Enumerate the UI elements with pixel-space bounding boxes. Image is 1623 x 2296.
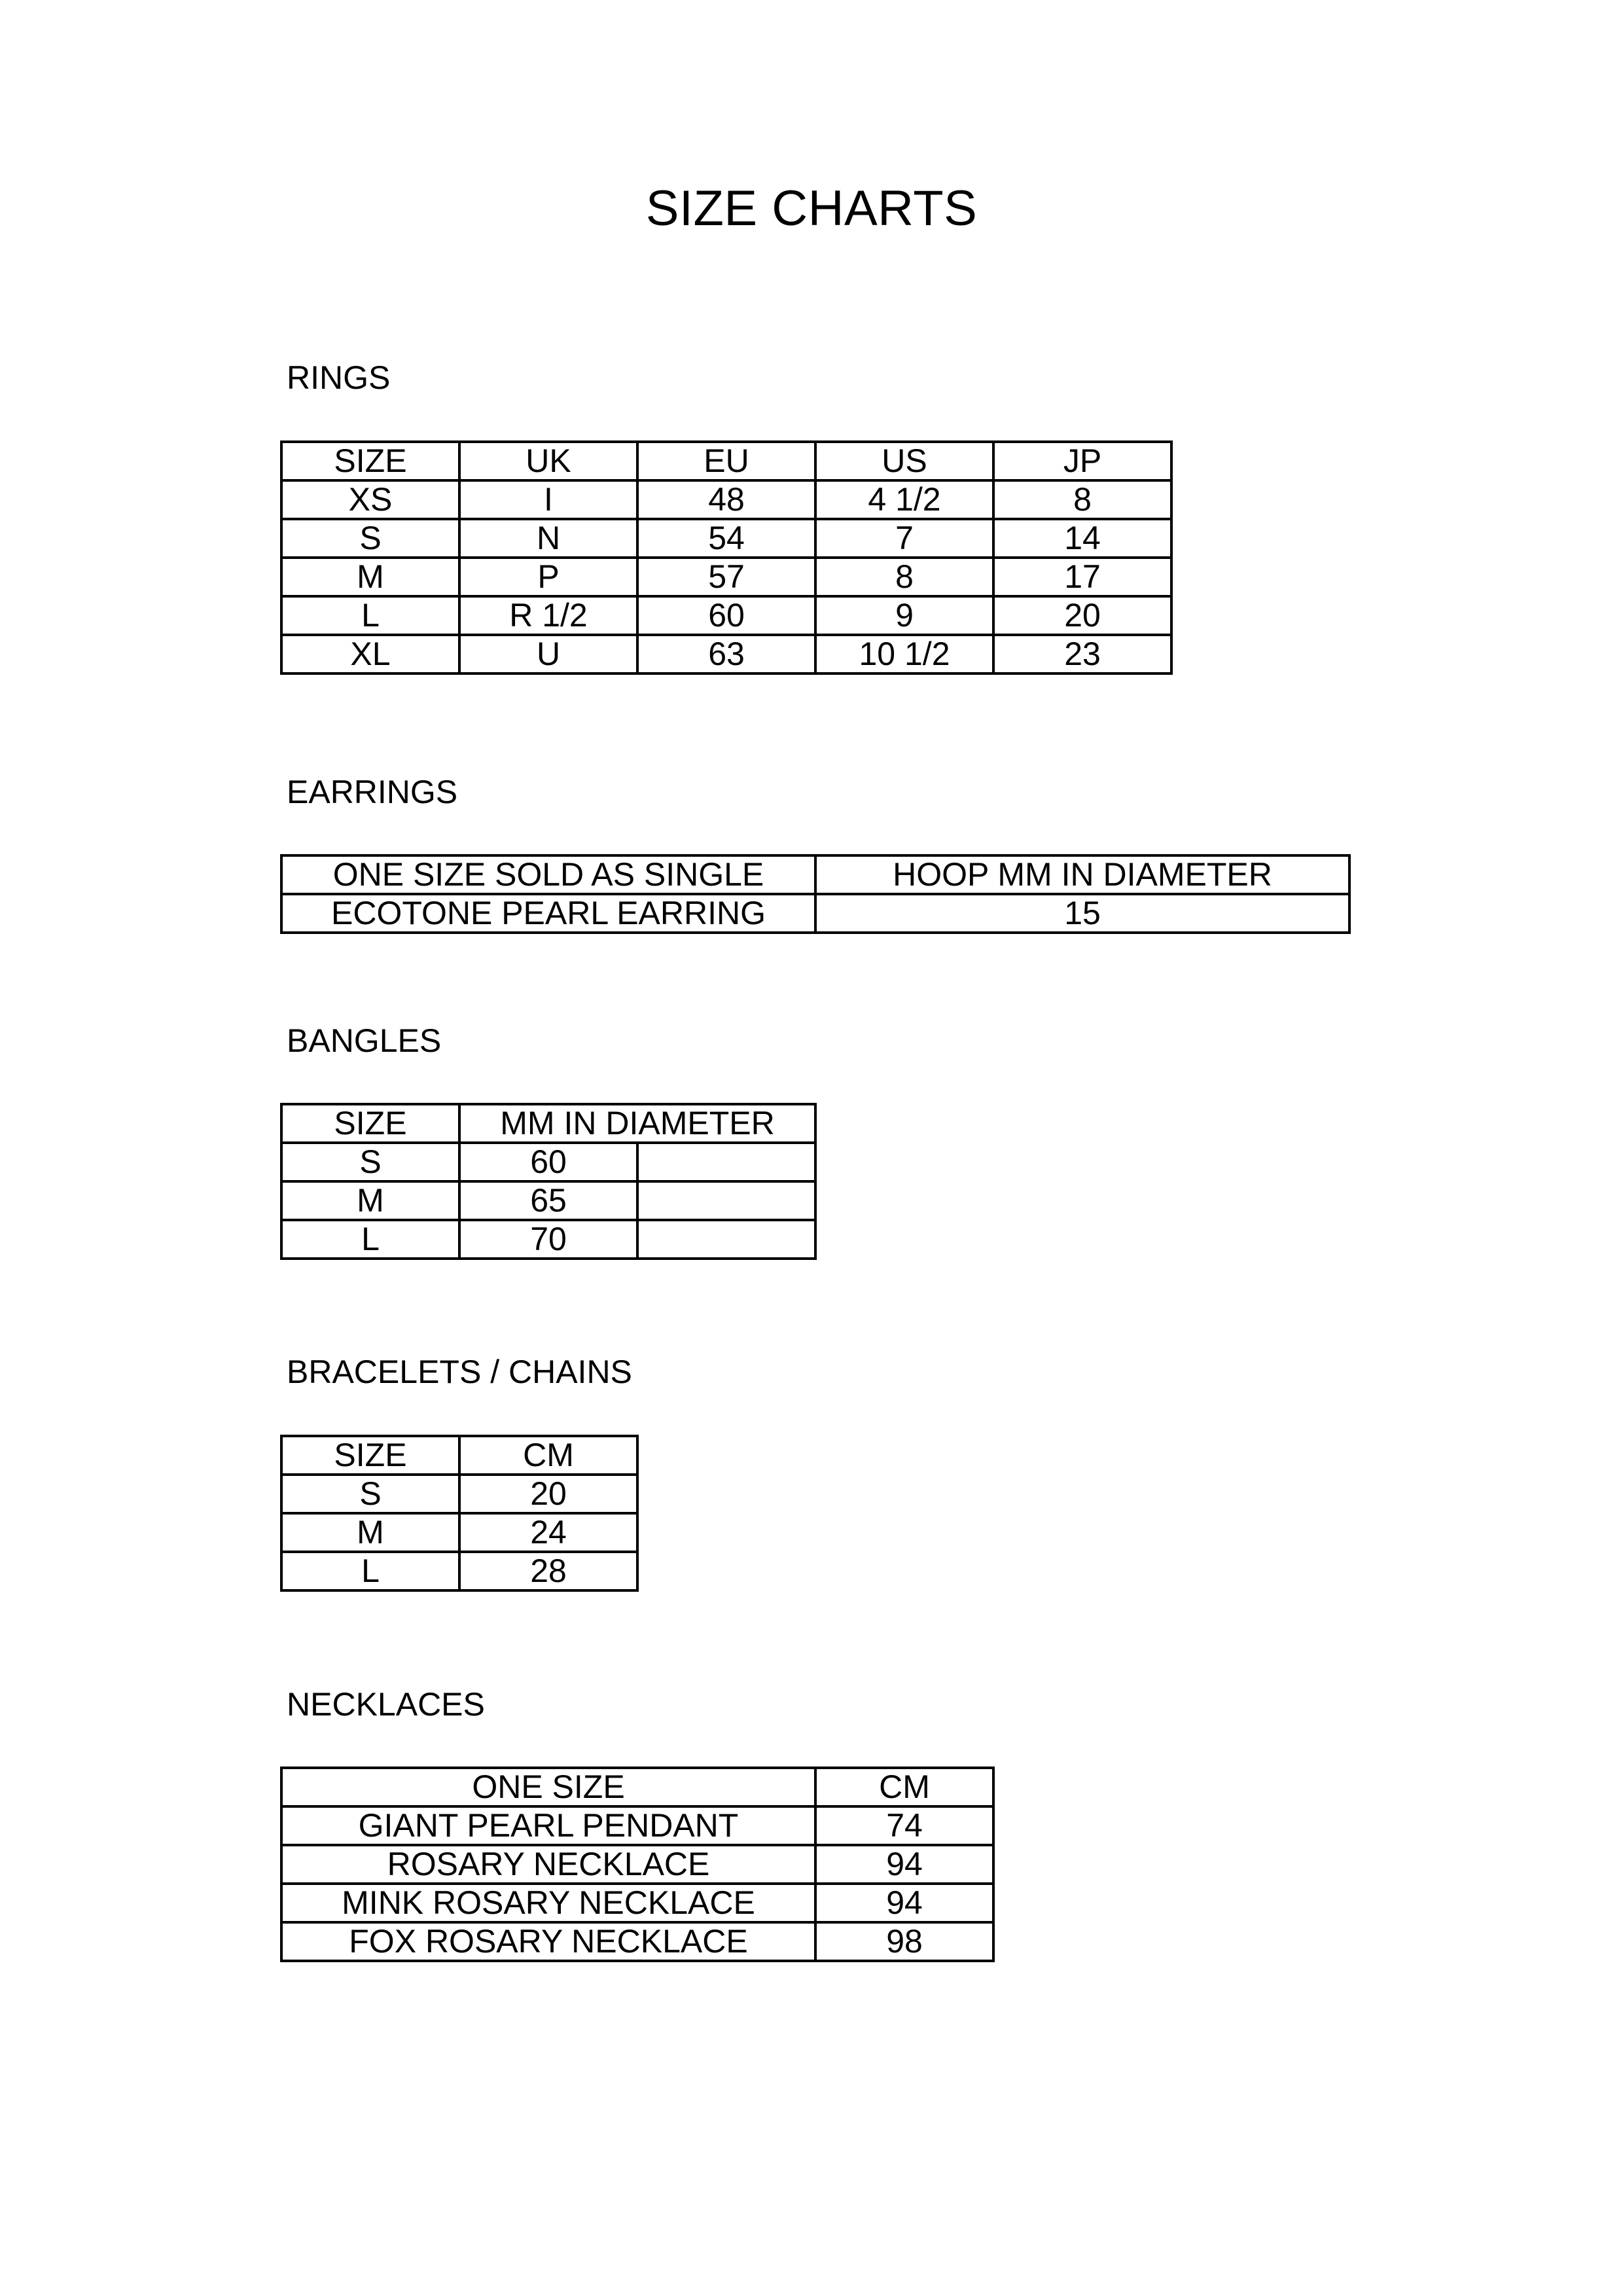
table-cell: 20 — [459, 1475, 637, 1513]
table-cell: FOX ROSARY NECKLACE — [281, 1922, 815, 1961]
table-row — [281, 635, 1171, 673]
rings-size-table — [280, 440, 1173, 675]
table-row — [281, 1220, 815, 1259]
table-cell: S — [281, 1143, 459, 1181]
table-cell: 9 — [815, 596, 993, 635]
table-cell: 20 — [993, 596, 1171, 635]
table-cell: 48 — [637, 480, 815, 519]
header-cell: HOOP MM IN DIAMETER — [815, 855, 1349, 894]
table-cell: R 1/2 — [459, 596, 637, 635]
table-row — [281, 1181, 815, 1220]
header-cell: US — [815, 442, 993, 480]
table-cell: L — [281, 596, 459, 635]
header-cell: SIZE — [281, 1436, 459, 1475]
table-header-row — [281, 1436, 637, 1475]
table-header-row — [281, 442, 1171, 480]
table-header-row — [281, 1104, 815, 1143]
table-cell: 94 — [815, 1845, 993, 1884]
table-cell: ROSARY NECKLACE — [281, 1845, 815, 1884]
header-cell: MM IN DIAMETER — [459, 1104, 815, 1143]
table-cell: M — [281, 1513, 459, 1552]
table-cell: XL — [281, 635, 459, 673]
table-row — [281, 1922, 993, 1961]
table-cell: 94 — [815, 1884, 993, 1922]
table-cell: N — [459, 519, 637, 558]
table-cell: 17 — [993, 558, 1171, 596]
table-row — [281, 1552, 637, 1590]
bracelets-section-label: BRACELETS / CHAINS — [287, 1354, 632, 1390]
table-cell: 57 — [637, 558, 815, 596]
header-cell: JP — [993, 442, 1171, 480]
table-row — [281, 558, 1171, 596]
table-row — [281, 1475, 637, 1513]
header-cell: UK — [459, 442, 637, 480]
table-cell: 60 — [459, 1143, 637, 1181]
empty-cell — [637, 1220, 815, 1259]
table-cell: M — [281, 558, 459, 596]
table-cell: 70 — [459, 1220, 637, 1259]
table-cell: 28 — [459, 1552, 637, 1590]
table-header-row — [281, 1768, 993, 1806]
header-cell: CM — [459, 1436, 637, 1475]
table-row — [281, 596, 1171, 635]
table-row — [281, 1513, 637, 1552]
table-cell: 98 — [815, 1922, 993, 1961]
table-row — [281, 1143, 815, 1181]
table-cell: U — [459, 635, 637, 673]
earrings-section-label: EARRINGS — [287, 774, 458, 810]
rings-section-label: RINGS — [287, 359, 391, 396]
table-cell: 63 — [637, 635, 815, 673]
table-cell: P — [459, 558, 637, 596]
table-cell: L — [281, 1220, 459, 1259]
necklaces-section-label: NECKLACES — [287, 1686, 485, 1723]
header-cell: EU — [637, 442, 815, 480]
table-row — [281, 519, 1171, 558]
table-cell: 15 — [815, 894, 1349, 933]
table-row — [281, 1806, 993, 1845]
table-cell: L — [281, 1552, 459, 1590]
table-header-row — [281, 855, 1349, 894]
table-cell: 8 — [993, 480, 1171, 519]
table-cell: I — [459, 480, 637, 519]
bangles-size-table — [280, 1103, 817, 1260]
table-cell: 10 1/2 — [815, 635, 993, 673]
header-cell: SIZE — [281, 1104, 459, 1143]
table-cell: S — [281, 519, 459, 558]
table-cell: M — [281, 1181, 459, 1220]
table-cell: 8 — [815, 558, 993, 596]
empty-cell — [637, 1181, 815, 1220]
table-cell: 60 — [637, 596, 815, 635]
page-title: SIZE CHARTS — [645, 181, 978, 236]
table-cell: 7 — [815, 519, 993, 558]
table-cell: 74 — [815, 1806, 993, 1845]
table-cell: 4 1/2 — [815, 480, 993, 519]
empty-cell — [637, 1143, 815, 1181]
table-cell: 23 — [993, 635, 1171, 673]
bracelets-size-table — [280, 1435, 639, 1592]
table-cell: XS — [281, 480, 459, 519]
table-row — [281, 480, 1171, 519]
table-cell: S — [281, 1475, 459, 1513]
table-cell: 54 — [637, 519, 815, 558]
necklaces-size-table — [280, 1767, 995, 1962]
bangles-section-label: BANGLES — [287, 1022, 442, 1059]
table-cell: 65 — [459, 1181, 637, 1220]
table-cell: ECOTONE PEARL EARRING — [281, 894, 815, 933]
table-cell: 24 — [459, 1513, 637, 1552]
table-cell: 14 — [993, 519, 1171, 558]
header-cell: SIZE — [281, 442, 459, 480]
earrings-size-table — [280, 854, 1351, 934]
table-cell: MINK ROSARY NECKLACE — [281, 1884, 815, 1922]
header-cell: ONE SIZE SOLD AS SINGLE — [281, 855, 815, 894]
table-row — [281, 1884, 993, 1922]
header-cell: ONE SIZE — [281, 1768, 815, 1806]
table-row — [281, 1845, 993, 1884]
table-row — [281, 894, 1349, 933]
header-cell: CM — [815, 1768, 993, 1806]
table-cell: GIANT PEARL PENDANT — [281, 1806, 815, 1845]
